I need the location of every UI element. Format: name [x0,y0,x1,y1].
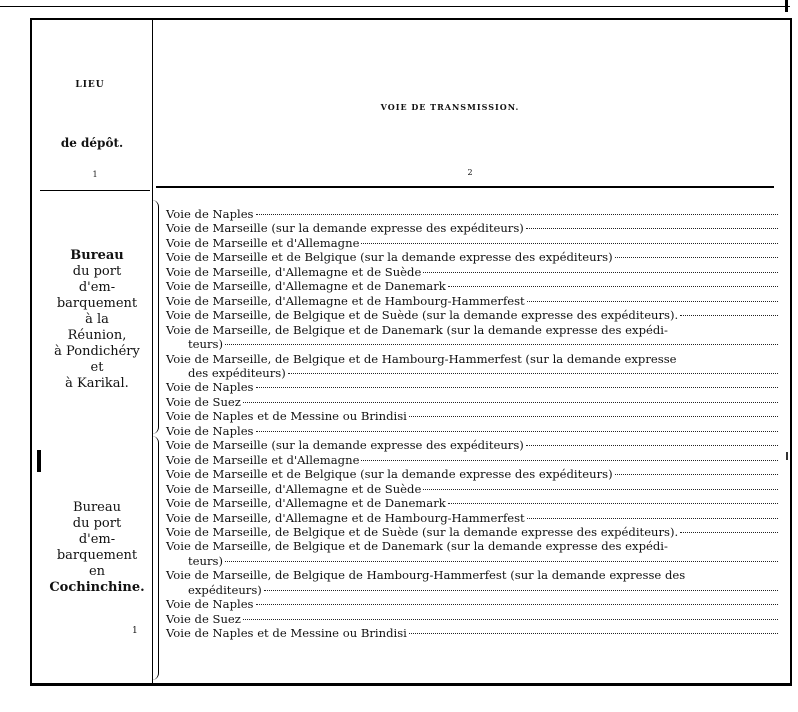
dot-leader [225,561,778,562]
dot-leader [288,373,778,374]
dot-leader [526,445,778,446]
route-text: Voie de Marseille et de Belgique (sur la demande expresse des expéditeurs) [166,467,613,482]
route-entry [166,539,778,553]
dot-leader [256,604,778,605]
route-entry [166,511,778,525]
route-entry [166,279,778,293]
edge-mark [37,450,41,472]
route-text: Voie de Suez [166,394,241,409]
dot-leader [423,489,778,490]
dot-leader [423,272,778,273]
route-entry [166,380,778,394]
dot-leader [256,431,778,432]
route-entry-continuation [166,554,778,568]
route-text: Voie de Marseille, d'Allemagne et de Suède [166,481,422,496]
bureau-line: à la [85,312,109,327]
transmission-routes [166,207,778,641]
dot-leader [680,532,778,533]
route-text: Voie de Marseille, d'Allemagne et de Danemark [166,496,446,511]
header-rule-right [156,186,774,188]
route-entry [166,221,778,235]
dot-leader [409,633,778,634]
route-text: Voie de Marseille, d'Allemagne et de Suède [166,264,422,279]
right-edge-mark [786,452,788,460]
route-entry [166,265,778,279]
route-text: Voie de Marseille, d'Allemagne et de Hambourg-Hammerfest [166,293,525,308]
route-text: Voie de Marseille et de Belgique (sur la demande expresse des expéditeurs) [166,250,613,265]
route-text: Voie de Marseille (sur la demande expresse des expéditeurs) [166,221,524,236]
dot-leader [615,257,778,258]
corner-mark [785,0,788,12]
dot-leader [409,416,778,417]
route-entry-continuation [166,366,778,380]
bureau-line: d'em- [78,532,116,547]
dot-leader [615,474,778,475]
bureau-line: Cochinchine. [49,580,145,595]
dot-leader [361,460,778,461]
dot-leader [225,344,778,345]
route-text-continuation: expéditeurs) [188,582,262,597]
route-text-continuation: teurs) [188,337,224,352]
bureau-line: et [90,360,104,375]
route-entry [166,250,778,264]
route-text: Voie de Marseille, de Belgique et de Danemark (sur la demande expresse des expédi- [166,322,668,337]
route-entry [166,308,778,322]
route-text: Voie de Naples et de Messine ou Brindisi [166,626,407,641]
bureau-reunion [42,248,152,392]
route-text: Voie de Marseille, de Belgique de Hambourg-Hammerfest (sur la demande expresse des [166,568,686,583]
dot-leader [243,619,778,620]
bureau-line: d'em- [78,280,116,295]
dot-leader [243,402,778,403]
route-text: Voie de Naples et de Messine ou Brindisi [166,409,407,424]
route-text: Voie de Marseille et d'Allemagne [166,452,360,467]
route-text: Voie de Marseille, de Belgique et de Danemark (sur la demande expresse des expédi- [166,539,668,554]
route-entry [166,612,778,626]
route-entry [166,424,778,438]
route-text: Voie de Marseille, de Belgique et de Hambourg-Hammerfest (sur la demande expresse [166,351,677,366]
route-entry [166,323,778,337]
bureau-cochinchine [42,500,152,596]
stray-mark: 1 [132,626,138,636]
route-text: Voie de Naples [166,597,254,612]
route-entry-continuation [166,583,778,597]
bureau-line: en [88,564,106,579]
route-text: Voie de Marseille, d'Allemagne et de Danemark [166,279,446,294]
route-entry [166,409,778,423]
group-bracket-2 [152,436,159,680]
bureau-title: Bureau [70,248,124,263]
route-entry-continuation [166,337,778,351]
route-text: Voie de Suez [166,611,241,626]
route-text: Voie de Marseille, d'Allemagne et de Hambourg-Hammerfest [166,510,525,525]
route-text: Voie de Marseille, de Belgique et de Suède (sur la demande expresse des expéditeurs). [166,308,679,323]
route-text: Voie de Marseille et d'Allemagne [166,235,360,250]
dot-leader [448,503,778,504]
group-bracket-1 [152,200,159,434]
route-entry [166,597,778,611]
bureau-line: du port [72,264,122,279]
dot-leader [264,590,778,591]
route-entry [166,207,778,221]
route-text: Voie de Naples [166,423,254,438]
route-entry [166,236,778,250]
route-entry [166,352,778,366]
route-entry [166,438,778,452]
route-entry [166,496,778,510]
dot-leader [527,518,778,519]
route-entry [166,568,778,582]
header-voie: VOIE DE TRANSMISSION. [380,102,520,112]
dot-leader [527,301,778,302]
header-column-number-2: 2 [467,168,473,177]
route-text: Voie de Naples [166,207,254,221]
dot-leader [256,214,778,215]
route-entry [166,467,778,481]
dot-leader [448,286,778,287]
bureau-title: Bureau [73,500,121,515]
route-text-continuation: des expéditeurs) [188,365,286,380]
route-entry [166,294,778,308]
header-column-number-1: 1 [92,170,98,179]
route-text: Voie de Marseille, de Belgique et de Suède (sur la demande expresse des expéditeurs). [166,524,679,539]
header-rule-left [40,190,150,191]
route-entry [166,395,778,409]
route-entry [166,482,778,496]
bureau-line: barquement [56,548,138,563]
dot-leader [256,387,778,388]
dot-leader [526,228,778,229]
dot-leader [361,243,778,244]
header-depot: de dépôt. [60,136,124,150]
header-lieu: LIEU [75,80,105,90]
route-entry [166,453,778,467]
bureau-line: barquement [56,296,138,311]
bureau-line: Réunion, [67,328,127,343]
route-entry [166,525,778,539]
route-text-continuation: teurs) [188,553,224,568]
route-text: Voie de Marseille (sur la demande expresse des expéditeurs) [166,438,524,453]
bureau-line: à Karikal. [65,376,129,391]
top-rule [0,6,790,7]
bureau-line: du port [72,516,122,531]
route-text: Voie de Naples [166,380,254,395]
bureau-line: à Pondichéry [54,344,140,359]
dot-leader [680,315,778,316]
route-entry [166,626,778,640]
